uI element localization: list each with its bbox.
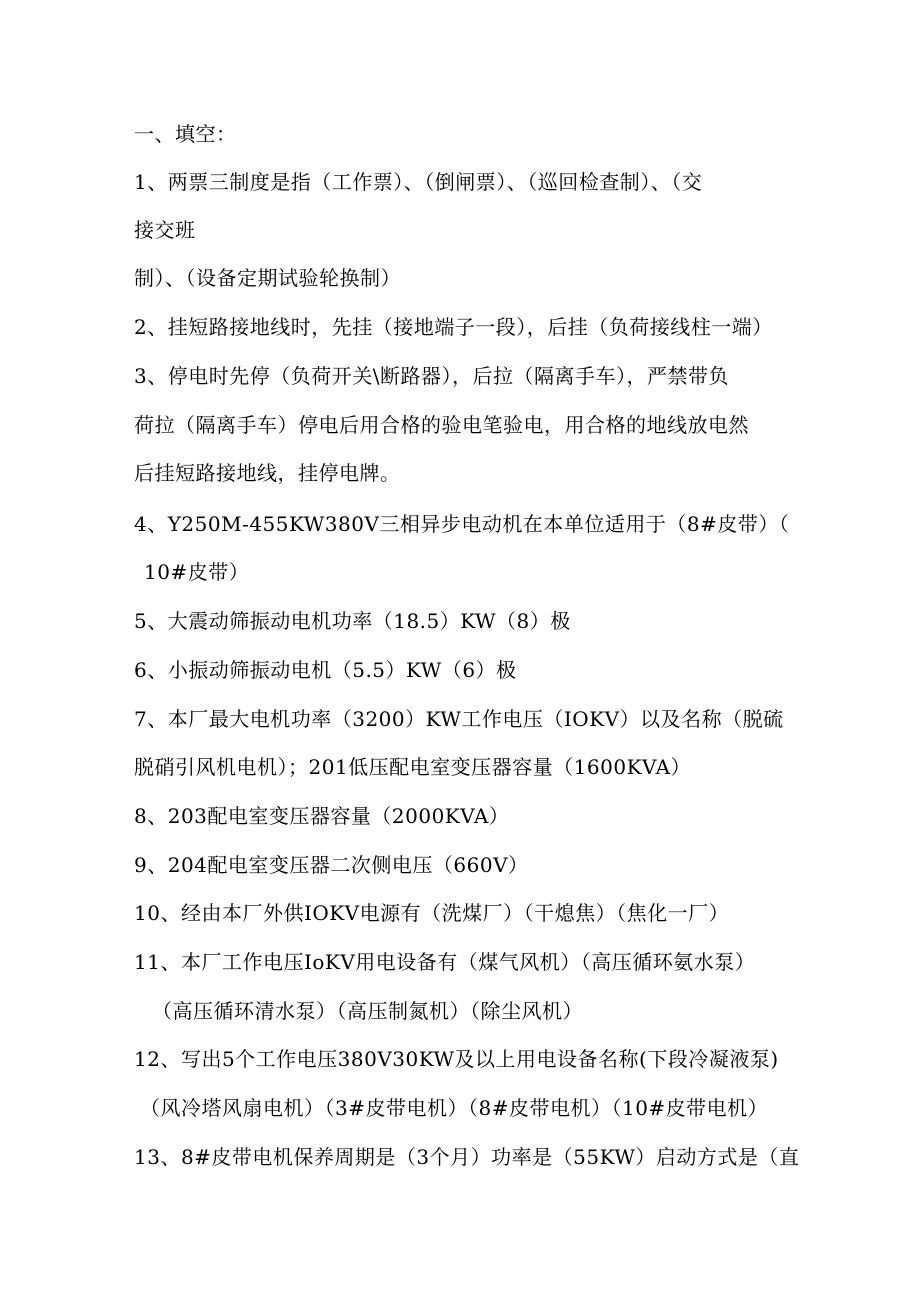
text-line: 接交班: [134, 218, 196, 242]
text-line: 6、小振动筛振动电机（5.5）KW（6）极: [134, 658, 517, 682]
section-heading: 一、填空：: [134, 122, 237, 146]
text-line: 11、本厂工作电压IoKV用电设备有（煤气风机）（高压循环氨水泵）: [134, 950, 756, 974]
text-line: 2、挂短路接地线时，先挂（接地端子一段），后挂（负荷接线柱一端）: [134, 315, 773, 339]
text-line: （风冷塔风扇电机）（3#皮带电机）（8#皮带电机）（10#皮带电机）: [140, 1096, 769, 1120]
text-line: 10、经由本厂外供IOKV电源有（洗煤厂）（干熄焦）（焦化一厂）: [134, 901, 730, 925]
text-line: 7、本厂最大电机功率（3200）KW工作电压（IOKV）以及名称（脱硫: [134, 707, 784, 731]
text-line: 9、204配电室变压器二次侧电压（660V）: [134, 853, 529, 877]
text-line: 后挂短路接地线，挂停电牌。: [134, 461, 401, 485]
text-line: 4、Y250M-455KW380V三相异步电动机在本单位适用于（8#皮带）（: [134, 512, 790, 536]
text-line: 脱硝引风机电机）；201低压配电室变压器容量（1600KVA）: [134, 755, 692, 779]
text-line: 5、大震动筛振动电机功率（18.5）KW（8）极: [134, 609, 571, 633]
text-line: 3、停电时先停（负荷开关\断路器），后拉（隔离手车），严禁带负: [134, 364, 729, 388]
text-line: 10#皮带）: [144, 560, 250, 584]
text-line: 12、写出5个工作电压380V30KW及以上用电设备名称(下段冷凝液泵): [134, 1047, 779, 1071]
text-line: 荷拉（隔离手车）停电后用合格的验电笔验电，用合格的地线放电然: [134, 413, 749, 437]
text-line: 13、8#皮带电机保养周期是（3个月）功率是（55KW）启动方式是（直: [134, 1145, 800, 1169]
text-line: 制）、（设备定期试验轮换制）: [134, 266, 401, 290]
text-line: （高压循环清水泵）（高压制氮机）（除尘风机）: [152, 999, 583, 1023]
text-line: 8、203配电室变压器容量（2000KVA）: [134, 804, 510, 828]
text-line: 1、两票三制度是指（工作票）、（倒闸票）、（巡回检查制）、（交: [134, 170, 703, 194]
